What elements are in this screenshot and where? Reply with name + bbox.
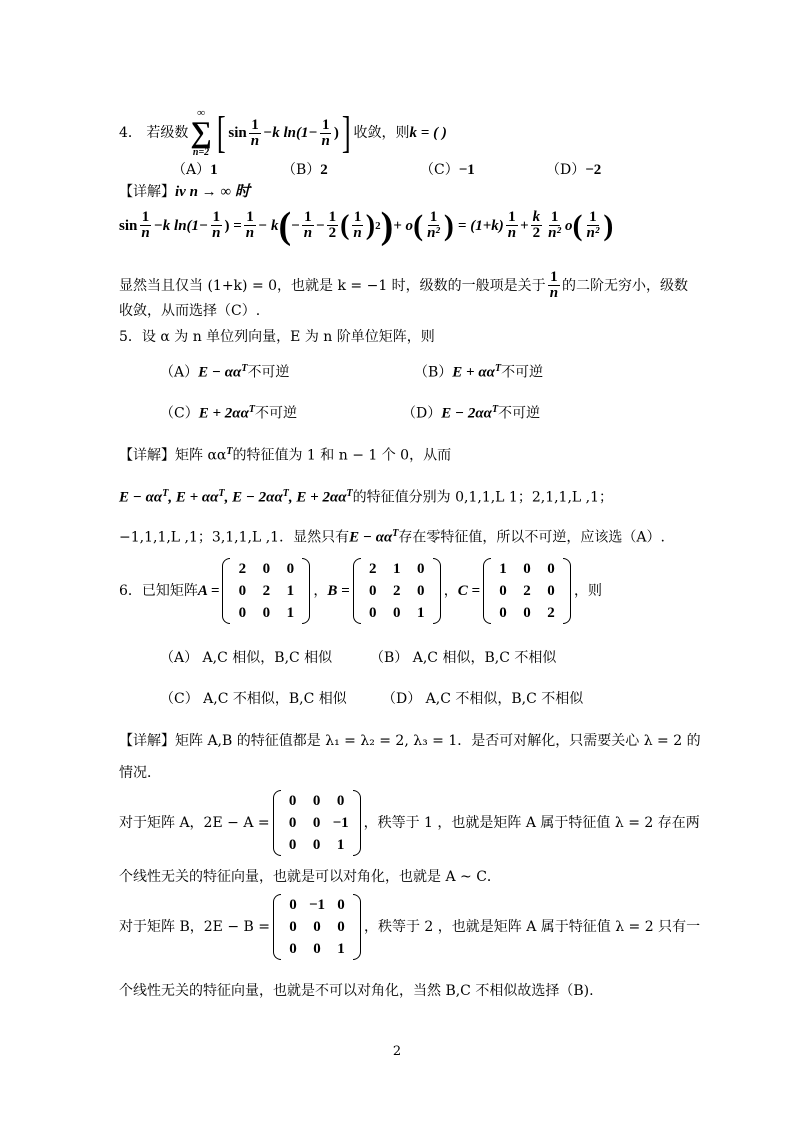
matrix-C [483, 558, 571, 624]
q6-detail-2: 情况． [119, 765, 161, 781]
matrix-cell: 0 [392, 605, 401, 621]
matrix-cell: 1 [336, 837, 345, 853]
q5-detail-1: 【详解】矩阵 $\alpha\alpha^T$的特征值为 1 和 n − 1 个 0，从而 [119, 446, 452, 464]
matrix-cell: 2 [262, 583, 271, 599]
matrix-cell: 0 [368, 605, 377, 621]
matrix-A [222, 558, 310, 624]
matrix-cell: 2 [547, 605, 555, 621]
q5-stem: 5．设 α 为 n 单位列向量，E 为 n 阶单位矩阵，则 [119, 329, 435, 345]
matrix-cell: 0 [288, 837, 297, 853]
matrix-cell: 0 [499, 583, 507, 599]
matrix-cell: 0 [547, 583, 555, 599]
q4-conclusion-2: 收敛，从而选择（C）. [119, 303, 261, 319]
sin-term: sin [228, 125, 247, 141]
q6-stem: 6．已知矩阵 A = 2 0 0 0 2 1 0 0 1 ， B = 2 1 0 0 2 0 0 0 1 ， C = 1 0 0 0 2 0 0 0 2 ，则 [119, 558, 602, 624]
q6-option-c: （C） A,C 不相似，B,C 相似 [160, 691, 347, 707]
matrix-cell: 0 [238, 605, 247, 621]
matrix-cell: 0 [547, 561, 555, 577]
matrix-cell: −1 [308, 897, 325, 913]
matrix-cell: 0 [312, 793, 321, 809]
q5-option-d: $(D)E - 2\alpha\alpha^T$不可逆 [402, 404, 541, 422]
fraction-1-n: $\frac{1}{n}$ [321, 116, 330, 149]
matrix-cell: 1 [499, 561, 507, 577]
matrix-cell: 0 [262, 605, 271, 621]
matrix-cell: 2 [238, 561, 247, 577]
q4-stem-end: k = ( ) [409, 125, 447, 141]
matrix-cell: 0 [262, 561, 271, 577]
q4-option-c: （C）−1 [420, 162, 475, 178]
q5-detail-3: −1,1,1,L ,1；3,1,1,L ,1．显然只有$E - \alpha\alpha^T$存在零特征值，所以不可逆，应该选（A）. [119, 528, 665, 546]
matrix-cell: 2 [368, 561, 377, 577]
q6-for-B: 对于矩阵 B，2E − B = 0 −1 0 0 0 0 0 0 1 ，秩等于 2 ，也就是矩阵 A 属于特征值 λ = 2 只有一 [119, 894, 700, 960]
matrix-cell: 0 [368, 583, 377, 599]
matrix-cell: 0 [286, 561, 295, 577]
q4-option-d: （D）−2 [546, 162, 602, 178]
matrix-cell: 0 [416, 561, 425, 577]
matrix-cell: 0 [289, 919, 297, 935]
matrix-cell: 0 [313, 941, 321, 957]
matrix-cell: 0 [312, 837, 321, 853]
q4-option-b: （B）2 [282, 162, 328, 178]
q6-for-A-2: 个线性无关的特征向量，也就是可以对角化，也就是 A ~ C． [119, 869, 501, 885]
q4-option-a: （A）1 [172, 162, 218, 178]
left-bracket: [ [216, 108, 226, 157]
matrix-cell: 0 [523, 561, 531, 577]
matrix-cell: 1 [286, 583, 295, 599]
q6-option-a: （A） A,C 相似，B,C 相似 [160, 650, 333, 666]
matrix-cell: 0 [289, 941, 297, 957]
matrix-cell: 1 [392, 561, 401, 577]
matrix-cell: 2 [392, 583, 401, 599]
q5-option-a: $(A)E - \alpha\alpha^T$不可逆 [160, 363, 290, 381]
q4-stem-pre: 4． 若级数 [119, 125, 189, 141]
q5-option-c: $(C)E + 2\alpha\alpha^T$不可逆 [160, 404, 297, 422]
matrix-cell: 0 [312, 815, 321, 831]
matrix-2E-minus-B [273, 894, 361, 960]
expansion-result: = (1+k) [457, 217, 504, 234]
q6-detail-1: 【详解】矩阵 A,B 的特征值都是 λ₁ = λ₂ = 2, λ₃ = 1．是否可对解化，只需要关心 λ = 2 的 [119, 733, 701, 749]
sum-symbol: ∞ ∑ n=2 [190, 107, 212, 158]
matrix-2E-minus-A [273, 790, 361, 856]
matrix-cell: 0 [336, 793, 345, 809]
matrix-cell: 0 [289, 897, 297, 913]
matrix-cell: 0 [523, 605, 531, 621]
page-number: 2 [392, 1044, 402, 1059]
matrix-cell: 1 [416, 605, 425, 621]
matrix-cell: 2 [523, 583, 531, 599]
q4-stem: 4． 若级数 ∞ ∑ n=2 [ sin $\frac{1}{n}$ −k ln(1− $\frac{1}{n}$ ) ] 收敛，则 k = ( ) [119, 107, 447, 158]
q5-option-b: $(B)E + \alpha\alpha^T$不可逆 [414, 363, 544, 381]
q4-expansion: sin $\frac{1}{n}$ −k ln(1− $\frac{1}{n}$ ) = $\frac{1}{n}$ − k ( − $\frac{1}{n}$ − $\frac{1}{2}$ ( $\frac{1}{n}$ ) 2 ) + o ( $\frac{1}{\text{n²}}$ ) = (1+k) $\frac{1}{n}$ + $\frac{k}{2}$ $\frac{1}{\text{n²}}$ o ( $\frac{1}{\text{n²}}$ ) [119, 204, 614, 247]
q4-detail-intro: 【详解】iv n → ∞ 时 [119, 184, 250, 200]
q5-detail-2: $E - \alpha\alpha^T$, $E + \alpha\alpha^T$, $E - 2\alpha\alpha^T$, $E + 2\alpha\alpha^T$的特征值分别为 0,1,1,L 1；2,1,1,L ,1； [119, 488, 614, 506]
matrix-cell: 0 [337, 919, 345, 935]
matrix-cell: 1 [286, 605, 295, 621]
matrix-cell: 0 [238, 583, 247, 599]
matrix-cell: −1 [332, 815, 349, 831]
fraction-1-n: $\frac{1}{n}$ [250, 116, 260, 149]
log-term: −k ln(1− [263, 125, 318, 141]
q6-for-A: 对于矩阵 A，2E − A = 0 0 0 0 0 −1 0 0 1 ，秩等于 1 ，也就是矩阵 A 属于特征值 λ = 2 存在两 [119, 790, 700, 856]
matrix-cell: 0 [288, 815, 297, 831]
matrix-cell: 0 [499, 605, 507, 621]
matrix-cell: 1 [337, 941, 345, 957]
q6-option-d: （D） A,C 不相似，B,C 不相似 [382, 691, 584, 707]
q6-option-b: （B） A,C 相似，B,C 不相似 [370, 650, 557, 666]
q4-conclusion-1: 显然当且仅当 (1+k) = 0，也就是 k = −1 时，级数的一般项是关于 $\frac{1}{n}$ 的二阶无穷小，级数 [119, 269, 689, 301]
matrix-B [353, 558, 441, 624]
matrix-cell: 0 [416, 583, 425, 599]
right-bracket: ] [341, 108, 351, 157]
matrix-cell: 0 [288, 793, 297, 809]
matrix-cell: 0 [337, 897, 345, 913]
matrix-cell: 0 [313, 919, 321, 935]
q6-for-B-2: 个线性无关的特征向量，也就是不可以对角化，当然 B,C 不相似故选择（B). [119, 983, 594, 999]
q4-stem-post: 收敛，则 [353, 125, 410, 141]
detail-label: 【详解】 [119, 184, 175, 200]
